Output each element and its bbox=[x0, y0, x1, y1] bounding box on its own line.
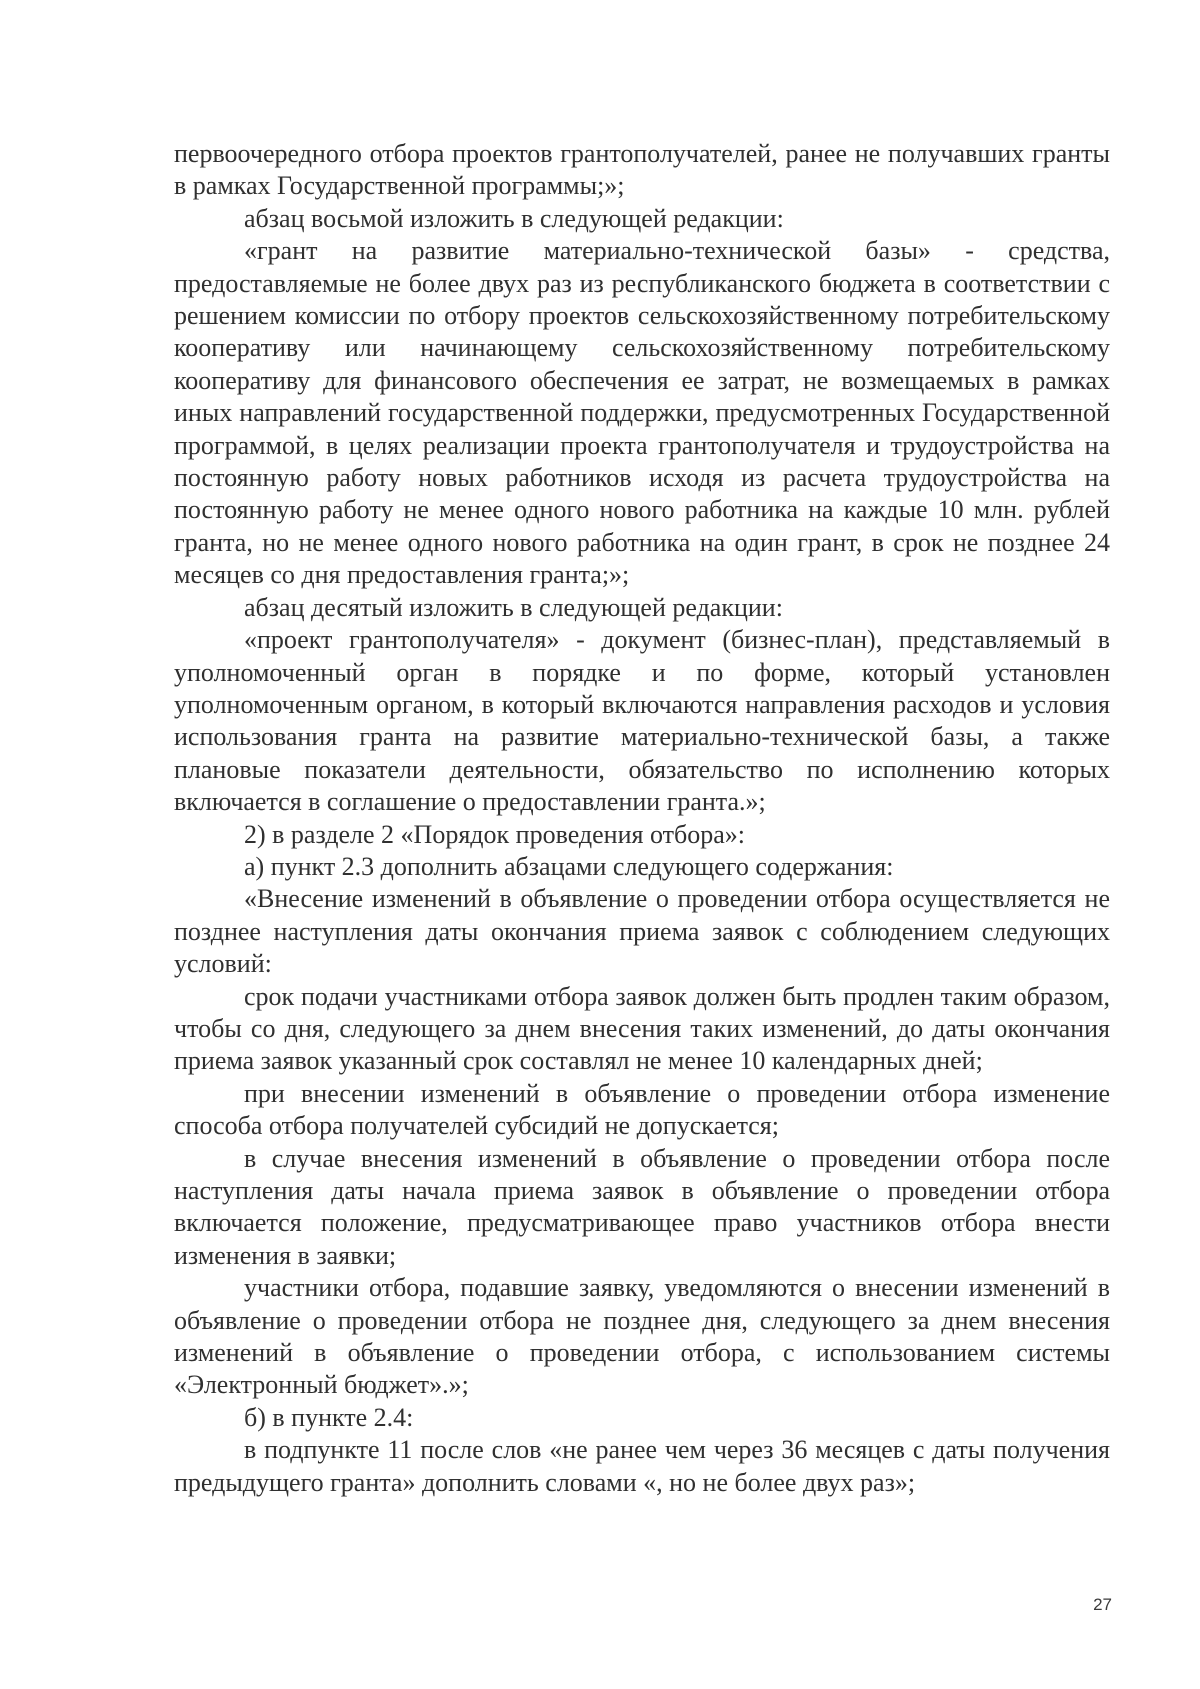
paragraph-item-2-4: б) в пункте 2.4: bbox=[244, 1402, 414, 1432]
paragraph-method-change: при внесении изменений в объявление о проведении отбора изменение способа отбора получателей субсидий не допускается; bbox=[174, 1078, 1110, 1141]
page-number: 27 bbox=[1093, 1595, 1112, 1614]
paragraph-changes-intro: «Внесение изменений в объявление о проведении отбора осуществляется не позднее наступления даты окончания приема заявок с соблюдением следующих условий: bbox=[174, 884, 1110, 979]
paragraph-amend-tenth: абзац десятый изложить в следующей редакции: bbox=[244, 592, 783, 622]
paragraph-notification: участники отбора, подавшие заявку, уведомляются о внесении изменений в объявление о проведении отбора не позднее дня, следующего за днем внесения изменений в объявление о проведении отбора, с использованием системы «Электронный бюджет».»; bbox=[174, 1273, 1110, 1400]
paragraph-after-start: в случае внесения изменений в объявление о проведении отбора после наступления даты начала приема заявок в объявление о проведении отбора включается положение, предусматривающее право участников отбора внести изменения в заявки; bbox=[174, 1143, 1110, 1270]
paragraph-continuation: первоочередного отбора проектов грантополучателей, ранее не получавших гранты в рамках Государственной программы;»; bbox=[174, 139, 1110, 201]
paragraph-project-definition: «проект грантополучателя» - документ (бизнес-план), представляемый в уполномоченный орган в порядке и по форме, который установлен уполномоченным органом, в который включаются направления расходов и условия использования гранта на развитие материально-технической базы, а также плановые показатели деятельности, обязательство по исполнению которых включается в соглашение о предоставлении гранта.»; bbox=[174, 625, 1110, 817]
paragraph-subitem-11: в подпункте 11 после слов «не ранее чем через 36 месяцев с даты получения предыдущего гранта» дополнить словами «, но не более двух раз»; bbox=[174, 1435, 1110, 1497]
paragraph-section-2: 2) в разделе 2 «Порядок проведения отбора»: bbox=[244, 819, 745, 849]
paragraph-item-2-3: а) пункт 2.3 дополнить абзацами следующего содержания: bbox=[244, 851, 894, 881]
paragraph-grant-definition: «грант на развитие материально-технической базы» - средства, предоставляемые не более двух раз из республиканского бюджета в соответствии с решением комиссии по отбору проектов сельскохозяйственному потребительскому кооперативу или начинающему сельскохозяйственному потребительскому кооперативу для финансового обеспечения ее затрат, не возмещаемых в рамках иных направлений государственной поддержки, предусмотренных Государственной программой, в целях реализации проекта грантополучателя и трудоустройства на постоянную работу новых работников исходя из расчета трудоустройства на постоянную работу не менее одного нового работника на каждые 10 млн. рублей гранта, но не менее одного нового работника на один грант, в срок не позднее 24 месяцев со дня предоставления гранта;»; bbox=[174, 236, 1110, 590]
paragraph-amend-eighth: абзац восьмой изложить в следующей редакции: bbox=[244, 203, 784, 233]
paragraph-deadline-extension: срок подачи участниками отбора заявок должен быть продлен таким образом, чтобы со дня, следующего за днем внесения таких изменений, до даты окончания приема заявок указанный срок составлял не менее 10 календарных дней; bbox=[174, 981, 1110, 1076]
document-body bbox=[174, 138, 1110, 1499]
